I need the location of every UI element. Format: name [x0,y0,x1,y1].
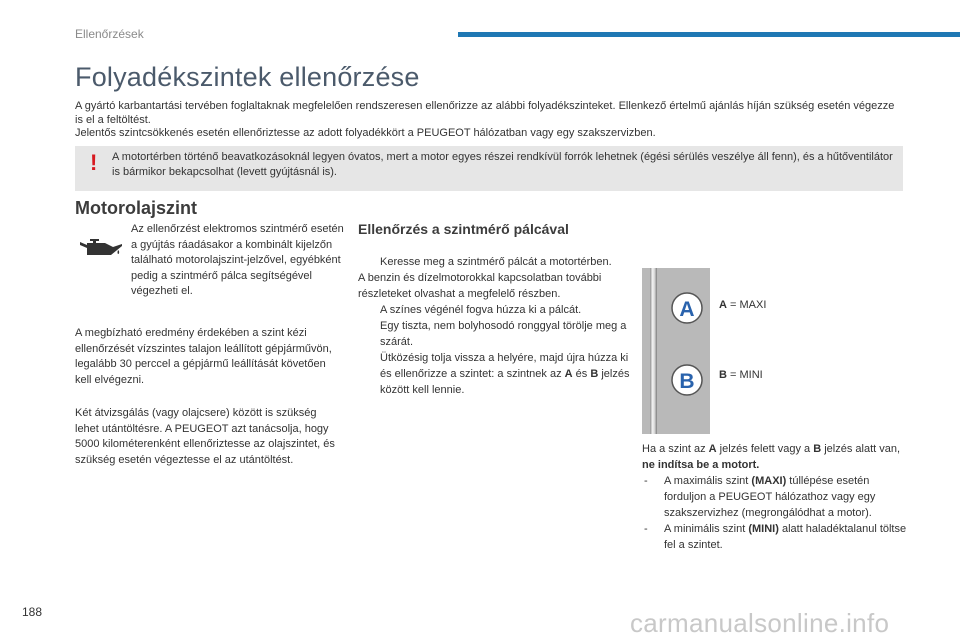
header-accent-bar [458,32,960,37]
step-item [358,350,630,398]
intro-paragraph-1: A gyártó karbantartási tervében foglaltaknak megfelelően rendszeresen ellenőrizze az alábbi folyadékszinteket. Ellenkező értelmű ajánlás híján szükség esetén végezze is el a feltöltést. [75,100,895,126]
bullet-dash: - [644,475,648,487]
bullet-text: A maximális szint (MAXI) túllépése esetén forduljon a PEUGEOT hálózathoz vagy egy szakszervizhez (megrongálódhat a motor). [664,475,876,519]
oil-manual-check-text: A megbízható eredmény érdekében a szint kézi ellenőrzését vízszintes talajon leállított gépjárművön, legalább 30 perccel a gépjármű leállítását követően kell elvégezni. [75,327,332,386]
level-warning-text [642,441,912,553]
step-text: Egy tiszta, nem bolyhosodó ronggyal törölje meg a szárát. [380,320,627,348]
step-item [358,318,630,350]
bullet-dash: - [644,523,648,535]
marker-a-letter: A [679,298,695,321]
bullet-text: A minimális szint (MINI) alatt haladéktalanul töltse fel a szintet. [664,523,907,551]
dipstick-steps [358,254,630,398]
warning-icon: ! [90,150,98,175]
oil-check-description: Az ellenőrzést elektromos szintmérő esetén a gyújtás ráadásakor a kombinált kijelzőn található motorolajszint-jelzővel, egyébként pedig a szintmérő pálca segítségével végezheti el. [131,223,344,297]
oil-top-up-text: Két átvizsgálás (vagy olajcsere) között is szükség lehet utántöltésre. A PEUGEOT azt tanácsolja, hogy 5000 kilométerenként ellenőriztesse az olajszintet, és szükség esetén végeztesse el az utántöltést. [75,407,335,466]
watermark: carmanualsonline.info [630,608,890,638]
engine-reference-note: A benzin és dízelmotorokkal kapcsolatban további részleteket olvashat a megfelelő részben. [358,272,602,300]
level-intro: Ha a szint az A jelzés felett vagy a B jelzés alatt van, ne indítsa be a motort. [642,443,901,471]
marker-b-letter: B [679,370,695,393]
dipstick-illustration [642,268,710,434]
label-max: A = MAXI [719,299,767,311]
oil-level-title: Motorolajszint [75,198,197,218]
step-text: Ütközésig tolja vissza a helyére, majd újra húzza ki és ellenőrizze a szintet: a szintnek az A és B jelzés között kell lennie. [380,352,630,396]
bullet-item [642,521,912,553]
label-min: B = MINI [719,369,763,381]
intro-text [75,100,895,141]
intro-paragraph-2: Jelentős szintcsökkenés esetén ellenőriztesse az adott folyadékkört a PEUGEOT hálózatban vagy egy szakszervizben. [75,127,656,139]
step-item [358,302,630,318]
dipstick-check-title: Ellenőrzés a szintmérő pálcával [358,221,569,237]
page-number: 188 [22,605,43,619]
bullet-item [642,473,912,521]
step-text: A színes végénél fogva húzza ki a pálcát. [380,304,582,316]
page-title: Folyadékszintek ellenőrzése [75,62,420,92]
step-text: Keresse meg a szintmérő pálcát a motortérben. [380,256,612,268]
warning-text: A motortérben történő beavatkozásoknál legyen óvatos, mert a motor egyes részei rendkívül forrók lehetnek (égési sérülés veszélye áll fenn), és a hűtőventilátor is bármikor bekapcsolhat (levett gyújtásnál is). [112,151,893,178]
step-item [358,254,630,270]
section-header: Ellenőrzések [75,27,144,41]
oil-can-icon [78,236,124,258]
dipstick-image [642,268,710,434]
